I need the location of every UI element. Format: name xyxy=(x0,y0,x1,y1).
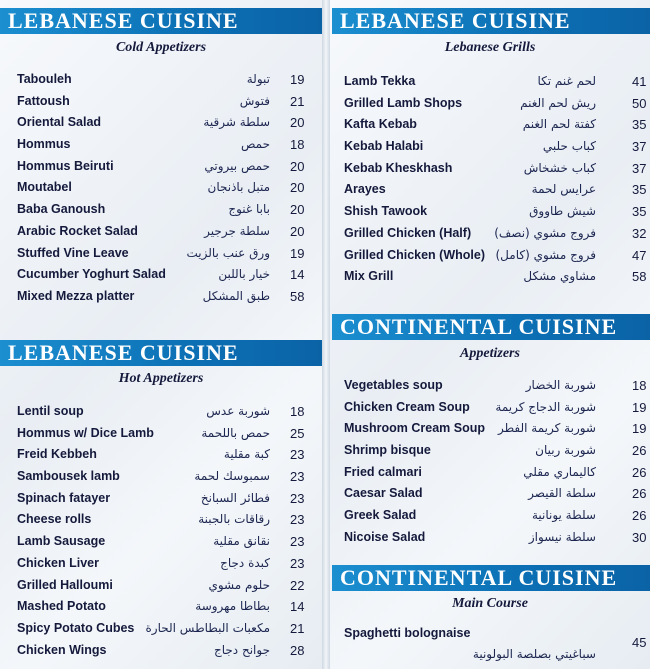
item-name-ar: سلطة القيصر xyxy=(528,486,596,501)
menu-item xyxy=(344,223,650,245)
menu-item xyxy=(17,221,322,243)
item-price: 30 xyxy=(632,529,647,545)
item-name-en: Caesar Salad xyxy=(344,486,423,501)
item-name-ar: خيار باللبن xyxy=(218,267,270,282)
banner-title: LEBANESE CUISINE xyxy=(340,8,571,33)
item-name-en: Chicken Wings xyxy=(17,642,107,657)
item-name-en: Grilled Chicken (Whole) xyxy=(344,247,485,262)
item-name-en: Hommus xyxy=(17,137,71,152)
item-name-en: Freid Kebbeh xyxy=(17,447,97,462)
item-name-ar: كباب خشخاش xyxy=(523,160,596,175)
item-price: 47 xyxy=(632,247,647,263)
menu-item xyxy=(344,179,650,201)
item-price: 23 xyxy=(290,469,305,485)
menu-item xyxy=(344,462,650,484)
item-price: 23 xyxy=(290,447,305,463)
item-price: 26 xyxy=(632,486,647,502)
item-name-ar: بطاطا مهروسة xyxy=(195,599,270,614)
item-price: 58 xyxy=(632,269,647,285)
menu-item xyxy=(17,112,322,134)
item-name-en: Shrimp bisque xyxy=(344,443,431,458)
menu-item xyxy=(17,531,322,553)
menu-item xyxy=(17,91,322,113)
menu-item xyxy=(17,553,322,575)
item-name-ar: فروج مشوي (نصف) xyxy=(494,225,596,240)
item-name-ar: متبل باذنجان xyxy=(207,180,270,195)
item-name-ar: كباب حلبي xyxy=(542,139,596,154)
item-price: 58 xyxy=(290,288,305,304)
item-name-en: Lentil soup xyxy=(17,404,84,418)
item-name-ar: كبة مقلية xyxy=(223,447,270,462)
menu-item xyxy=(344,114,650,136)
item-name-ar: فطائر السبانخ xyxy=(200,490,270,505)
banner-title: CONTINENTAL CUISINE xyxy=(340,565,618,590)
item-price: 25 xyxy=(290,425,305,441)
item-name-ar: كاليماري مقلي xyxy=(523,464,596,479)
section-subtitle-cold: Cold Appetizers xyxy=(115,40,207,55)
item-price: 41 xyxy=(632,74,647,89)
menu-item xyxy=(344,71,650,93)
menu-item xyxy=(344,158,650,180)
item-price: 28 xyxy=(290,642,305,658)
item-name-ar: شوربة ربيان xyxy=(535,443,596,458)
item-name-en: Spinach fatayer xyxy=(17,490,111,505)
item-name-ar: مكعبات البطاطس الحارة xyxy=(145,620,270,635)
menu-item xyxy=(17,466,322,488)
item-name-en: Chicken Liver xyxy=(17,555,99,570)
item-name-en: Spaghetti bolognaise xyxy=(344,626,471,640)
section-banner-hot xyxy=(0,340,322,366)
menu-list-hot xyxy=(17,401,322,661)
menu-item xyxy=(344,418,650,440)
item-name-en: Tabouleh xyxy=(17,72,72,86)
item-name-ar: مشاوي مشكل xyxy=(523,269,596,284)
item-name-ar: سباغيتي بصلصة البولونية xyxy=(472,647,596,661)
item-name-en: Mixed Mezza platter xyxy=(17,288,135,303)
section-banner-cold xyxy=(0,8,322,34)
item-price: 26 xyxy=(632,508,647,524)
item-name-ar: لحم غنم تكا xyxy=(537,74,596,88)
menu-item xyxy=(17,509,322,531)
item-name-ar: تبولة xyxy=(246,72,270,86)
item-name-ar: سلطة شرقية xyxy=(203,115,270,130)
menu-item xyxy=(17,575,322,597)
item-name-ar: حلوم مشوي xyxy=(208,577,270,592)
item-price: 18 xyxy=(290,137,305,153)
item-name-en: Arabic Rocket Salad xyxy=(17,223,138,238)
item-name-en: Oriental Salad xyxy=(17,115,102,130)
item-name-en: Kebab Halabi xyxy=(344,139,424,154)
menu-item xyxy=(17,264,322,286)
left-column xyxy=(0,0,322,669)
menu-item xyxy=(344,201,650,223)
banner-title: CONTINENTAL CUISINE xyxy=(340,314,618,339)
item-name-en: Mushroom Cream Soup xyxy=(344,421,485,436)
item-name-en: Lamb Tekka xyxy=(344,74,416,88)
item-price: 19 xyxy=(290,245,305,261)
item-price: 35 xyxy=(632,117,647,133)
item-name-en: Shish Tawook xyxy=(344,204,428,219)
menu-list-cont-main xyxy=(344,623,650,665)
item-name-ar: بابا غنوج xyxy=(228,202,270,217)
menu-item xyxy=(344,527,650,549)
item-price: 23 xyxy=(290,555,305,571)
item-name-ar: رقاقات بالجبنة xyxy=(198,512,270,527)
item-name-ar: شوربة الخضار xyxy=(525,378,596,392)
item-price: 37 xyxy=(632,139,647,155)
item-name-en: Mashed Potato xyxy=(17,599,106,614)
item-price: 23 xyxy=(290,512,305,528)
item-name-ar: حمص بيروتي xyxy=(204,158,270,173)
menu-list-grills xyxy=(344,71,650,288)
menu-item xyxy=(17,177,322,199)
item-price: 14 xyxy=(290,267,305,283)
item-name-en: Grilled Halloumi xyxy=(17,577,113,592)
menu-item xyxy=(17,134,322,156)
item-name-en: Sambousek lamb xyxy=(17,469,120,484)
item-name-ar: فروج مشوي (كامل) xyxy=(495,247,596,262)
item-name-ar: جوانح دجاج xyxy=(213,642,270,657)
item-name-ar: حمص xyxy=(240,137,270,152)
menu-item xyxy=(17,199,322,221)
item-name-ar: شوربة كريمة الفطر xyxy=(497,421,596,436)
item-name-ar: سلطة نيسواز xyxy=(528,529,596,544)
item-name-en: Arayes xyxy=(344,182,386,197)
item-name-en: Fried calmari xyxy=(344,464,422,479)
item-name-ar: شوربة الدجاج كريمة xyxy=(495,399,596,414)
item-name-ar: سمبوسك لحمة xyxy=(194,469,270,484)
item-price: 18 xyxy=(290,404,305,419)
section-banner-cont-app xyxy=(332,314,650,340)
item-name-en: Fattoush xyxy=(17,93,70,108)
item-price: 21 xyxy=(290,620,305,636)
item-name-en: Spicy Potato Cubes xyxy=(17,620,135,635)
menu-item xyxy=(344,375,650,397)
item-name-ar: ورق عنب بالزيت xyxy=(186,245,270,260)
item-name-ar: فتوش xyxy=(239,93,270,108)
menu-item xyxy=(344,245,650,267)
page-fold xyxy=(322,0,330,669)
item-name-en: Vegetables soup xyxy=(344,378,443,392)
item-name-ar: سلطة جرجير xyxy=(204,223,270,238)
menu-item xyxy=(17,618,322,640)
item-price: 35 xyxy=(632,182,647,198)
menu-item xyxy=(344,440,650,462)
item-name-en: Baba Ganoush xyxy=(17,202,106,217)
section-subtitle-hot: Hot Appetizers xyxy=(118,371,204,386)
item-name-ar: شوربة عدس xyxy=(206,404,270,418)
menu-item xyxy=(344,623,650,665)
item-name-ar: سلطة يونانية xyxy=(531,508,596,523)
item-name-ar: عرايس لحمة xyxy=(531,182,596,197)
item-name-ar: حمص باللحمة xyxy=(201,425,270,440)
menu-item xyxy=(17,401,322,423)
banner-title: LEBANESE CUISINE xyxy=(8,340,239,365)
item-name-en: Nicoise Salad xyxy=(344,529,426,544)
menu-item xyxy=(17,640,322,662)
item-price: 20 xyxy=(290,115,305,131)
item-name-en: Grilled Chicken (Half) xyxy=(344,225,472,240)
item-name-en: Kafta Kebab xyxy=(344,117,417,132)
item-price: 23 xyxy=(290,490,305,506)
menu-item xyxy=(17,596,322,618)
item-price: 35 xyxy=(632,204,647,220)
item-name-en: Chicken Cream Soup xyxy=(344,399,470,414)
banner-title: LEBANESE CUISINE xyxy=(8,8,239,33)
item-name-en: Greek Salad xyxy=(344,508,417,523)
item-price: 19 xyxy=(290,72,305,87)
item-name-ar: ريش لحم الغنم xyxy=(520,95,596,110)
item-price: 37 xyxy=(632,160,647,176)
item-price: 20 xyxy=(290,158,305,174)
item-name-ar: كبدة دجاج xyxy=(220,555,270,570)
item-name-en: Lamb Sausage xyxy=(17,534,106,549)
menu-list-cold xyxy=(17,69,322,308)
menu-item xyxy=(17,444,322,466)
menu-item xyxy=(344,266,650,288)
menu-item xyxy=(17,243,322,265)
item-price: 20 xyxy=(290,202,305,218)
menu-item xyxy=(344,136,650,158)
menu-item xyxy=(17,488,322,510)
menu-item xyxy=(344,483,650,505)
section-banner-grills xyxy=(332,8,650,34)
item-name-en: Kebab Kheskhash xyxy=(344,160,453,175)
item-name-en: Moutabel xyxy=(17,180,72,195)
item-price: 19 xyxy=(632,399,647,415)
item-price: 20 xyxy=(290,180,305,196)
item-name-ar: كفتة لحم الغنم xyxy=(522,117,596,132)
menu-item xyxy=(17,69,322,91)
item-price: 26 xyxy=(632,443,647,459)
item-price: 26 xyxy=(632,464,647,480)
item-name-en: Hommus Beiruti xyxy=(17,158,114,173)
section-subtitle-grills: Lebanese Grills xyxy=(444,40,536,55)
item-price: 50 xyxy=(632,95,647,111)
item-name-en: Cucumber Yoghurt Salad xyxy=(17,267,166,282)
section-banner-cont-main xyxy=(332,565,650,591)
item-price: 23 xyxy=(290,534,305,550)
right-column xyxy=(330,0,650,669)
item-name-en: Cheese rolls xyxy=(17,512,92,527)
item-price: 19 xyxy=(632,421,647,437)
section-subtitle-cont-app: Appetizers xyxy=(460,346,520,361)
item-name-en: Stuffed Vine Leave xyxy=(17,245,129,260)
item-price: 45 xyxy=(632,635,647,650)
item-name-en: Grilled Lamb Shops xyxy=(344,95,463,110)
item-price: 32 xyxy=(632,225,647,241)
menu-item xyxy=(17,423,322,445)
menu-item xyxy=(17,156,322,178)
menu-list-cont-app xyxy=(344,375,650,549)
item-name-ar: نقانق مقلية xyxy=(213,534,270,549)
item-name-en: Hommus w/ Dice Lamb xyxy=(17,425,154,440)
item-price: 22 xyxy=(290,577,305,593)
item-name-ar: طبق المشكل xyxy=(202,288,270,303)
item-price: 18 xyxy=(632,378,647,393)
menu-item xyxy=(344,505,650,527)
item-price: 21 xyxy=(290,93,305,109)
menu-item xyxy=(344,93,650,115)
menu-item xyxy=(344,397,650,419)
menu-item xyxy=(17,286,322,308)
item-name-en: Mix Grill xyxy=(344,269,394,284)
item-name-ar: شيش طاووق xyxy=(529,204,596,219)
item-price: 14 xyxy=(290,599,305,615)
section-subtitle-cont-main: Main Course xyxy=(452,596,528,611)
item-price: 20 xyxy=(290,223,305,239)
